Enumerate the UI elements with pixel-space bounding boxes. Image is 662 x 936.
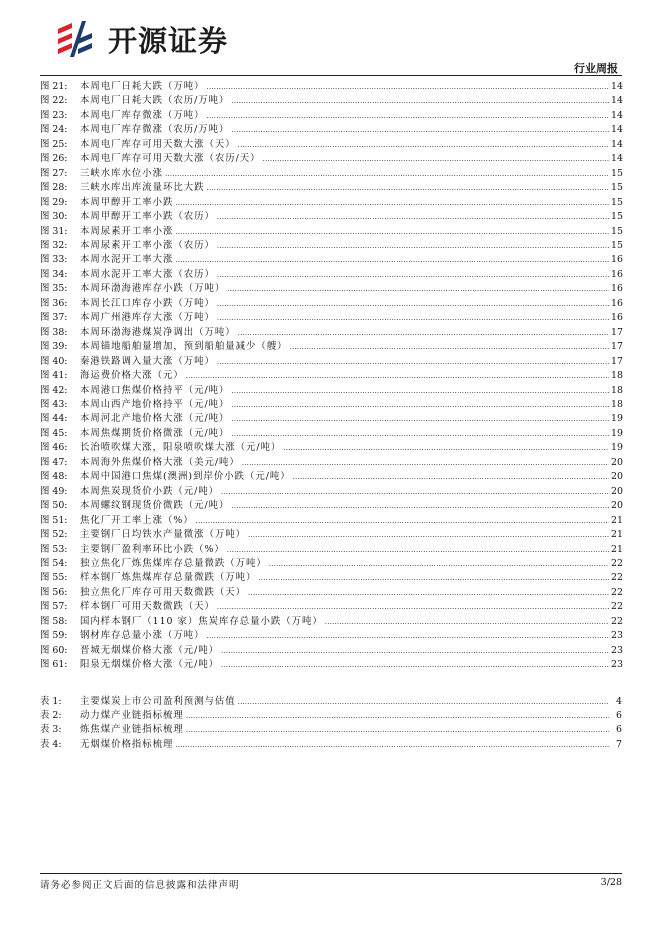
entry-label: 图 57: — [40, 601, 68, 613]
entry-title: 本周电厂库存微涨（万吨） — [80, 109, 205, 121]
dot-leader — [196, 514, 609, 528]
dot-leader — [231, 412, 609, 426]
entry-title: 国内样本钢厂（110 家）焦炭库存总量小跌（万吨） — [80, 615, 323, 627]
dot-leader — [217, 210, 609, 224]
entry-page-number: 16 — [611, 312, 623, 324]
dot-leader — [238, 695, 609, 709]
dot-leader — [175, 738, 609, 752]
entry-title: 主要钢厂日均铁水产量微涨（万吨） — [80, 529, 247, 541]
entry-page-number: 22 — [611, 572, 623, 584]
entry-title: 本周水泥开工率大涨（农历） — [80, 268, 215, 280]
entry-page-number: 17 — [611, 355, 623, 367]
dot-leader — [290, 340, 609, 354]
entry-page-number: 14 — [611, 95, 623, 107]
entry-label: 图 34: — [40, 268, 68, 280]
figure-entry[interactable] — [40, 571, 622, 585]
entry-page-number: 17 — [611, 341, 623, 353]
entry-page-number: 20 — [611, 456, 623, 468]
entry-page-number: 20 — [611, 485, 623, 497]
entry-title: 本周焦炭现货价小跌（元/吨） — [80, 485, 220, 497]
entry-label: 图 54: — [40, 557, 68, 569]
figure-entry[interactable] — [40, 80, 622, 94]
dot-leader — [175, 196, 609, 210]
entry-label: 图 24: — [40, 124, 68, 136]
dot-leader — [231, 427, 609, 441]
figure-entry[interactable] — [40, 196, 622, 210]
entry-page-number: 16 — [611, 268, 623, 280]
dot-leader — [269, 557, 609, 571]
table-entry[interactable] — [40, 695, 622, 709]
entry-title: 本周长江口库存小跌（万吨） — [80, 297, 215, 309]
entry-page-number: 14 — [611, 109, 623, 121]
entry-title: 本周山西产地价格持平（元/吨） — [80, 398, 230, 410]
footer-disclaimer: 请务必参阅正文后面的信息披露和法律声明 — [40, 880, 240, 891]
figure-entry[interactable] — [40, 384, 622, 398]
entry-label: 图 47: — [40, 456, 68, 468]
entry-page-number: 15 — [611, 239, 623, 251]
entry-page-number: 23 — [611, 630, 623, 642]
entry-title: 本周甲醇开工率小跌（农历） — [80, 211, 215, 223]
dot-leader — [221, 658, 609, 672]
entry-page-number: 21 — [611, 514, 623, 526]
figure-entry[interactable] — [40, 109, 622, 123]
figure-entry[interactable] — [40, 528, 622, 542]
entry-title: 炼焦煤产业链指标梳理 — [80, 724, 184, 736]
entry-page-number: 15 — [611, 211, 623, 223]
entry-label: 图 51: — [40, 514, 68, 526]
dot-leader — [165, 167, 609, 181]
entry-title: 独立焦化厂库存可用天数微跌（天） — [80, 586, 247, 598]
entry-label: 图 39: — [40, 341, 68, 353]
entry-title: 钢材库存总量小涨（万吨） — [80, 630, 205, 642]
dot-leader — [221, 485, 609, 499]
entry-label: 图 33: — [40, 254, 68, 266]
figure-entry[interactable] — [40, 470, 622, 484]
entry-title: 长治喷吹煤大涨，阳泉喷吹煤大涨（元/吨） — [80, 442, 282, 454]
dot-leader — [231, 398, 609, 412]
dot-leader — [283, 441, 609, 455]
figure-entry[interactable] — [40, 629, 622, 643]
figure-entry[interactable] — [40, 340, 622, 354]
dot-leader — [248, 586, 609, 600]
entry-page-number: 19 — [611, 413, 623, 425]
entry-title: 三峡水库水位小涨 — [80, 167, 164, 179]
entry-title: 阳泉无烟煤价格大涨（元/吨） — [80, 659, 220, 671]
dot-leader — [238, 138, 609, 152]
dot-leader — [293, 470, 609, 484]
dot-leader — [186, 723, 609, 737]
entry-label: 图 27: — [40, 167, 68, 179]
dot-leader — [231, 499, 609, 513]
entry-label: 图 36: — [40, 297, 68, 309]
entry-title: 本周电厂日耗大跌（农历/万吨） — [80, 95, 230, 107]
entry-title: 无烟煤价格指标梳理 — [80, 738, 174, 750]
brand-logo — [52, 17, 228, 61]
entry-title: 本周电厂库存可用天数大涨（天） — [80, 138, 236, 150]
dot-leader — [217, 311, 609, 325]
dot-leader — [227, 543, 609, 557]
figure-entry[interactable] — [40, 543, 622, 557]
entry-label: 图 42: — [40, 384, 68, 396]
entry-title: 本周环渤海港煤炭净调出（万吨） — [80, 326, 236, 338]
figure-entry[interactable] — [40, 499, 622, 513]
dot-leader — [248, 528, 609, 542]
figure-entry[interactable] — [40, 138, 622, 152]
entry-page-number: 15 — [611, 225, 623, 237]
table-entry[interactable] — [40, 709, 622, 723]
dot-leader — [231, 123, 609, 137]
entry-title: 本周甲醇开工率小跌 — [80, 196, 174, 208]
dot-leader — [217, 355, 609, 369]
figure-entry[interactable] — [40, 123, 622, 137]
figure-entry[interactable] — [40, 441, 622, 455]
dot-leader — [207, 629, 609, 643]
dot-leader — [217, 239, 609, 253]
dot-leader — [175, 253, 609, 267]
dot-leader — [231, 384, 609, 398]
entry-label: 图 37: — [40, 312, 68, 324]
table-list — [40, 695, 622, 753]
entry-label: 图 56: — [40, 586, 68, 598]
figure-entry[interactable] — [40, 369, 622, 383]
dot-leader — [186, 709, 609, 723]
dot-leader — [207, 80, 609, 94]
figure-entry[interactable] — [40, 586, 622, 600]
figure-entry[interactable] — [40, 427, 622, 441]
figure-entry[interactable] — [40, 456, 622, 470]
entry-label: 图 31: — [40, 225, 68, 237]
entry-page-number: 14 — [611, 138, 623, 150]
entry-label: 图 25: — [40, 138, 68, 150]
entry-title: 本周电厂日耗大跌（万吨） — [80, 81, 205, 92]
entry-label: 图 50: — [40, 500, 68, 512]
entry-page-number: 22 — [611, 586, 623, 598]
dot-leader — [217, 268, 609, 282]
figure-entry[interactable] — [40, 210, 622, 224]
figure-entry[interactable] — [40, 311, 622, 325]
entry-label: 图 41: — [40, 370, 68, 382]
entry-page-number: 22 — [611, 601, 623, 613]
header-divider — [40, 75, 622, 76]
entry-page-number: 22 — [611, 557, 623, 569]
figure-entry[interactable] — [40, 355, 622, 369]
figure-entry[interactable] — [40, 557, 622, 571]
figure-entry[interactable] — [40, 152, 622, 166]
footer-divider — [40, 873, 622, 874]
dot-leader — [238, 326, 609, 340]
entry-title: 本周港口焦煤价格持平（元/吨） — [80, 384, 230, 396]
entry-page-number: 18 — [611, 384, 623, 396]
dot-leader — [186, 369, 609, 383]
entry-label: 图 38: — [40, 326, 68, 338]
entry-label: 图 40: — [40, 355, 68, 367]
entry-page-number: 23 — [611, 659, 623, 671]
entry-page-number: 19 — [611, 427, 623, 439]
entry-label: 图 53: — [40, 543, 68, 555]
figure-entry[interactable] — [40, 412, 622, 426]
dot-leader — [217, 600, 609, 614]
dot-leader — [325, 615, 609, 629]
entry-label: 图 43: — [40, 398, 68, 410]
entry-label: 图 46: — [40, 442, 68, 454]
entry-label: 图 44: — [40, 413, 68, 425]
figure-entry[interactable] — [40, 167, 622, 181]
figure-entry[interactable] — [40, 268, 622, 282]
entry-page-number: 15 — [611, 182, 623, 194]
entry-title: 本周海外焦煤价格大涨（美元/吨） — [80, 456, 240, 468]
figure-entry[interactable] — [40, 398, 622, 412]
entry-label: 图 35: — [40, 283, 68, 295]
table-entry[interactable] — [40, 738, 622, 752]
entry-label: 表 1: — [40, 695, 62, 707]
entry-page-number: 4 — [616, 695, 622, 707]
entry-label: 图 45: — [40, 427, 68, 439]
entry-title: 焦化厂开工率上涨（%） — [80, 514, 194, 526]
figure-entry[interactable] — [40, 282, 622, 296]
figure-entry[interactable] — [40, 326, 622, 340]
entry-title: 主要煤炭上市公司盈利预测与估值 — [80, 695, 236, 707]
page-number: 3/28 — [600, 877, 622, 888]
entry-page-number: 14 — [611, 153, 623, 165]
entry-label: 图 23: — [40, 109, 68, 121]
entry-title: 本周电厂库存微涨（农历/万吨） — [80, 124, 230, 136]
entry-title: 主要钢厂盈利率环比小跌（%） — [80, 543, 225, 555]
entry-page-number: 16 — [611, 297, 623, 309]
brand-mark-icon — [52, 17, 100, 61]
entry-label: 图 22: — [40, 95, 68, 107]
dot-leader — [242, 456, 609, 470]
entry-page-number: 14 — [611, 124, 623, 136]
figure-entry[interactable] — [40, 615, 622, 629]
entry-page-number: 19 — [611, 442, 623, 454]
figure-entry[interactable] — [40, 239, 622, 253]
entry-title: 三峡水库出库流量环比大跌 — [80, 182, 205, 194]
entry-page-number: 15 — [611, 167, 623, 179]
entry-label: 图 28: — [40, 182, 68, 194]
entry-label: 图 21: — [40, 81, 68, 92]
entry-page-number: 17 — [611, 326, 623, 338]
entry-page-number: 21 — [611, 529, 623, 541]
dot-leader — [221, 644, 609, 658]
figure-entry[interactable] — [40, 658, 622, 672]
entry-page-number: 20 — [611, 500, 623, 512]
entry-title: 本周焦煤期货价格微涨（元/吨） — [80, 427, 230, 439]
entry-label: 表 2: — [40, 710, 62, 722]
table-entry[interactable] — [40, 723, 622, 737]
entry-title: 秦港铁路调入量大涨（万吨） — [80, 355, 215, 367]
entry-title: 海运费价格大涨（元） — [80, 370, 184, 382]
entry-page-number: 18 — [611, 370, 623, 382]
entry-page-number: 22 — [611, 615, 623, 627]
entry-label: 表 4: — [40, 738, 62, 750]
entry-label: 图 52: — [40, 529, 68, 541]
dot-leader — [231, 94, 609, 108]
entry-title: 样本钢厂可用天数微跌（天） — [80, 601, 215, 613]
entry-page-number: 6 — [616, 710, 622, 722]
figure-entry[interactable] — [40, 644, 622, 658]
entry-label: 图 26: — [40, 153, 68, 165]
entry-page-number: 14 — [611, 81, 623, 92]
entry-label: 图 59: — [40, 630, 68, 642]
entry-label: 图 29: — [40, 196, 68, 208]
entry-page-number: 18 — [611, 398, 623, 410]
entry-title: 本周广州港库存大涨（万吨） — [80, 312, 215, 324]
entry-title: 本周河北产地价格大涨（元/吨） — [80, 413, 230, 425]
entry-title: 本周螺纹钢现货价微跌（元/吨） — [80, 500, 230, 512]
figure-entry[interactable] — [40, 297, 622, 311]
entry-label: 图 55: — [40, 572, 68, 584]
section-gap — [40, 673, 622, 695]
entry-label: 图 58: — [40, 615, 68, 627]
entry-label: 图 49: — [40, 485, 68, 497]
entry-title: 本周尿素开工率小涨 — [80, 225, 174, 237]
entry-title: 本周环渤海港库存小跌（万吨） — [80, 283, 226, 295]
dot-leader — [175, 225, 609, 239]
entry-title: 本周尿素开工率小涨（农历） — [80, 239, 215, 251]
entry-label: 图 60: — [40, 644, 68, 656]
entry-label: 图 30: — [40, 211, 68, 223]
entry-label: 图 61: — [40, 659, 68, 671]
table-of-contents — [40, 80, 622, 752]
entry-page-number: 6 — [616, 724, 622, 736]
entry-page-number: 15 — [611, 196, 623, 208]
figure-entry[interactable] — [40, 514, 622, 528]
entry-page-number: 20 — [611, 471, 623, 483]
figure-entry[interactable] — [40, 181, 622, 195]
entry-title: 本周电厂库存可用天数大涨（农历/天） — [80, 153, 261, 165]
figure-entry[interactable] — [40, 485, 622, 499]
dot-leader — [207, 181, 609, 195]
figure-entry[interactable] — [40, 600, 622, 614]
entry-page-number: 16 — [611, 283, 623, 295]
entry-label: 图 32: — [40, 239, 68, 251]
entry-title: 晋城无烟煤价格大涨（元/吨） — [80, 644, 220, 656]
dot-leader — [207, 109, 609, 123]
figure-entry[interactable] — [40, 253, 622, 267]
figure-entry[interactable] — [40, 225, 622, 239]
entry-title: 本周中国港口焦煤(澳洲)到岸价小跌（元/吨） — [80, 471, 291, 483]
report-type-label: 行业周报 — [574, 62, 618, 75]
entry-label: 表 3: — [40, 724, 62, 736]
entry-page-number: 16 — [611, 254, 623, 266]
dot-leader — [263, 152, 609, 166]
dot-leader — [258, 571, 609, 585]
entry-page-number: 21 — [611, 543, 623, 555]
entry-page-number: 23 — [611, 644, 623, 656]
entry-title: 本周水泥开工率大涨 — [80, 254, 174, 266]
figure-list — [40, 80, 622, 673]
entry-title: 独立焦化厂炼焦煤库存总量微跌（万吨） — [80, 557, 267, 569]
entry-label: 图 48: — [40, 471, 68, 483]
dot-leader — [227, 282, 609, 296]
entry-title: 本周锚地船舶量增加，预到船舶量减少（艘） — [80, 341, 288, 353]
figure-entry[interactable] — [40, 94, 622, 108]
brand-name: 开源证券 — [108, 23, 229, 58]
entry-title: 样本钢厂炼焦煤库存总量微跌（万吨） — [80, 572, 257, 584]
entry-page-number: 7 — [616, 738, 622, 750]
dot-leader — [217, 297, 609, 311]
entry-title: 动力煤产业链指标梳理 — [80, 710, 184, 722]
page-header — [0, 0, 662, 80]
